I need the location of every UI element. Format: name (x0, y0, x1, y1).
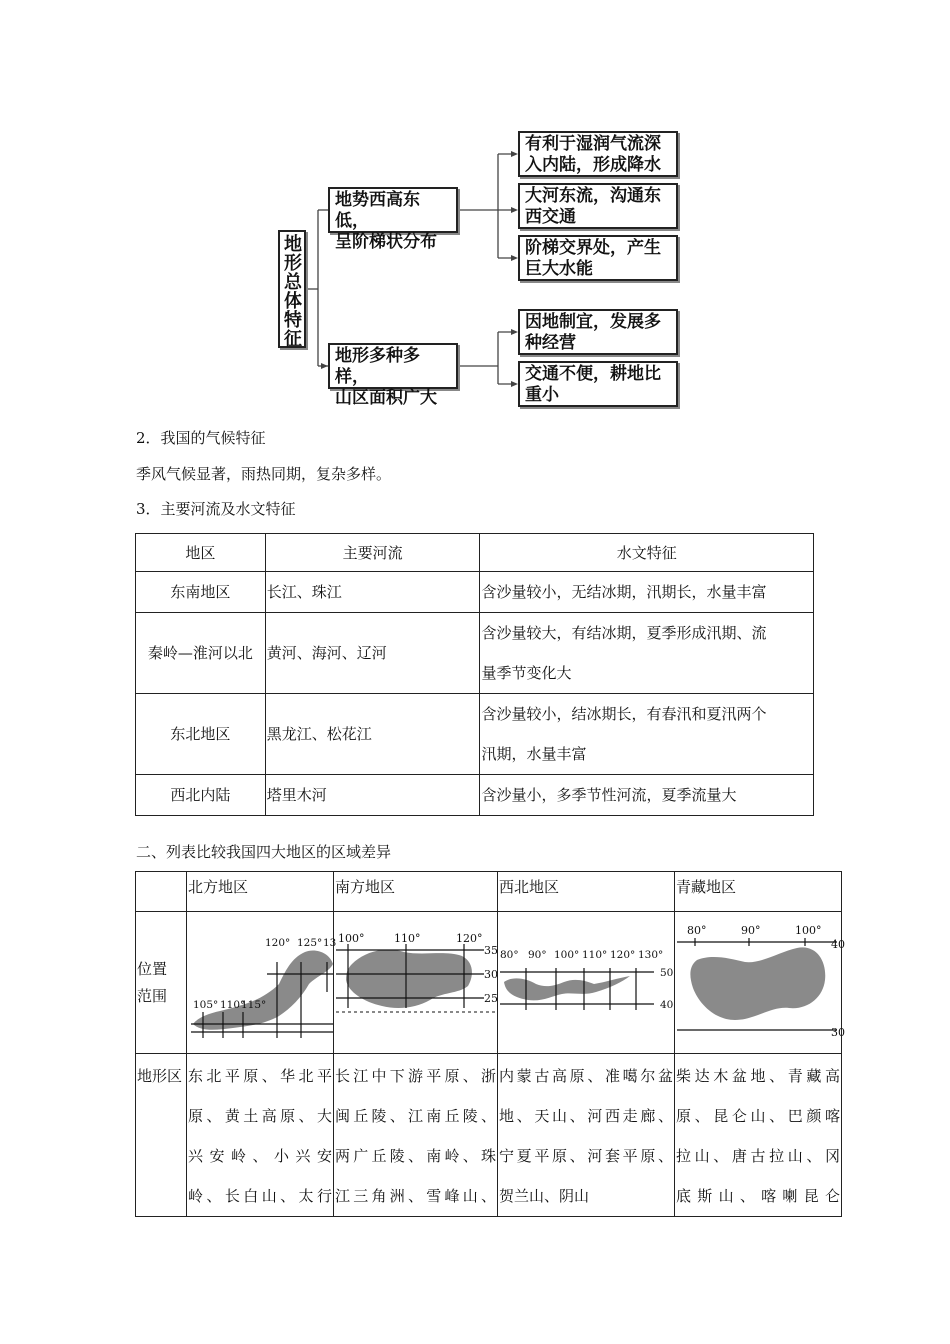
map-label: 30 (484, 968, 498, 981)
table-header: 西北地区 (498, 872, 675, 912)
table-header: 水文特征 (480, 534, 814, 572)
northwest-region-map (498, 912, 675, 1054)
regions-table (135, 871, 845, 1217)
mindmap-branch-elevation (328, 187, 458, 252)
map-label: 100° (338, 932, 365, 945)
terrain-line: 贺兰山、阴山 (499, 1187, 590, 1205)
leaf-line: 因地制宜，发展多 (525, 312, 661, 332)
table-row (136, 613, 814, 694)
terrain-line: 岭、长白山、太行 (188, 1187, 332, 1205)
terrain-line: 东北平原、华北平 (188, 1067, 332, 1085)
terrain-cell-north (187, 1054, 334, 1217)
map-label: 80° (500, 949, 519, 961)
climate-text: 季风气候显著，雨热同期，复杂多样。 (136, 465, 392, 483)
table-header: 地区 (136, 534, 266, 572)
label-line: 范围 (137, 986, 168, 1005)
leaf-line: 大河东流，沟通东 (525, 186, 661, 206)
leaf-line: 巨大水能 (525, 259, 593, 279)
section-heading-climate: 2．我国的气候特征 (136, 429, 266, 447)
mindmap-leaf (518, 183, 678, 229)
map-cell-south (334, 912, 498, 1054)
branch-line: 地形多种多样， (335, 346, 420, 387)
map-label: 120° (610, 949, 636, 961)
branch-line: 呈阶梯状分布 (335, 232, 437, 252)
map-label: 90° (741, 924, 761, 937)
map-label: 100° (795, 924, 822, 937)
terrain-mindmap (270, 125, 690, 415)
table-row (136, 694, 814, 775)
table-row-position (136, 912, 842, 1054)
map-label: 120° (265, 937, 291, 949)
branch-line: 山区面积广大 (335, 388, 437, 408)
table-cell: 东南地区 (136, 572, 266, 613)
map-label: 110° (582, 949, 608, 961)
mindmap-leaf (518, 235, 678, 281)
map-label: 110° (394, 932, 421, 945)
terrain-line: 原、昆仑山、巴颜喀 (676, 1107, 840, 1125)
map-label: 105° (193, 999, 219, 1011)
branch-line: 地势西高东低， (335, 190, 420, 231)
map-label: 13 (323, 937, 337, 949)
table-header-row (136, 872, 842, 912)
terrain-line: 拉山、唐古拉山、冈 (676, 1147, 840, 1165)
map-label: 40 (831, 938, 845, 951)
leaf-line: 交通不便，耕地比 (525, 364, 661, 384)
terrain-cell-northwest (498, 1054, 675, 1217)
leaf-line: 种经营 (525, 333, 576, 353)
map-label: 130° (638, 949, 664, 961)
map-label: 120° (456, 932, 483, 945)
terrain-line: 宁夏平原、河套平原、 (499, 1147, 673, 1165)
map-label: 100° (554, 949, 580, 961)
table-cell (480, 694, 814, 775)
northwest-region-shape (504, 976, 630, 1000)
table-header: 青藏地区 (675, 872, 842, 912)
north-region-map (187, 912, 337, 1054)
table-cell: 塔里木河 (265, 775, 480, 816)
terrain-cell-tibet (675, 1054, 842, 1217)
map-label: 115° (241, 999, 267, 1011)
terrain-line: 内蒙古高原、准噶尔盆 (499, 1067, 673, 1085)
table-header (136, 872, 187, 912)
table-row (136, 572, 814, 613)
map-label: 80° (687, 924, 707, 937)
leaf-line: 重小 (525, 385, 559, 405)
mindmap-root: 地形总体特征 (278, 230, 306, 348)
table-header: 主要河流 (265, 534, 480, 572)
table-cell: 西北内陆 (136, 775, 266, 816)
table-row (136, 775, 814, 816)
table-cell (480, 775, 814, 816)
map-label: 110° (220, 999, 246, 1011)
north-region-shape (193, 951, 333, 1030)
terrain-line: 柴达木盆地、青藏高 (676, 1067, 840, 1085)
map-label: 125° (297, 937, 323, 949)
row-label (136, 912, 187, 1054)
leaf-line: 入内陆，形成降水 (525, 155, 661, 175)
mindmap-leaf (518, 361, 678, 407)
map-label: 40 (660, 999, 674, 1011)
hydro-line: 含沙量较大，有结冰期，夏季形成汛期、流 (481, 624, 767, 642)
mindmap-branch-diversity (328, 343, 458, 408)
mindmap-leaf (518, 131, 678, 177)
terrain-line: 长江中下游平原、浙 (335, 1067, 496, 1085)
tibet-region-map (675, 912, 845, 1054)
terrain-line: 闽丘陵、江南丘陵、 (335, 1107, 496, 1125)
map-cell-tibet (675, 912, 845, 1054)
map-label: 30 (831, 1026, 845, 1039)
hydro-line: 含沙量较小，结冰期长，有春汛和夏汛两个 (481, 705, 767, 723)
part2-heading: 二、列表比较我国四大地区的区域差异 (136, 843, 392, 861)
terrain-line: 底斯山、喀喇昆仑 (676, 1187, 840, 1205)
table-cell: 长江、珠江 (265, 572, 480, 613)
map-label: 35 (484, 944, 498, 957)
table-header-row (136, 534, 814, 572)
label-line: 位置 (137, 959, 168, 978)
table-cell: 黑龙江、松花江 (265, 694, 480, 775)
table-header: 南方地区 (334, 872, 498, 912)
south-region-map (334, 912, 498, 1054)
south-region-shape (346, 950, 472, 1008)
terrain-line: 两广丘陵、南岭、珠 (335, 1147, 496, 1165)
leaf-line: 有利于湿润气流深 (525, 134, 661, 154)
row-label: 地形区 (136, 1054, 187, 1217)
terrain-line: 地、天山、河西走廊、 (499, 1107, 673, 1125)
leaf-line: 阶梯交界处，产生 (525, 238, 661, 258)
hydro-line: 量季节变化大 (481, 664, 572, 682)
tibet-region-shape (690, 947, 825, 1020)
table-cell: 黄河、海河、辽河 (265, 613, 480, 694)
section-heading-rivers: 3．主要河流及水文特征 (136, 500, 296, 518)
terrain-line: 江三角洲、雪峰山、 (335, 1187, 496, 1205)
table-cell (480, 572, 814, 613)
rivers-table (135, 533, 814, 816)
terrain-cell-south (334, 1054, 498, 1217)
table-cell: 秦岭—淮河以北 (136, 613, 266, 694)
map-label: 50 (660, 967, 674, 979)
map-cell-northwest (498, 912, 675, 1054)
hydro-line: 含沙量小，多季节性河流，夏季流量大 (481, 786, 737, 804)
terrain-line: 兴安岭、小兴安 (188, 1147, 332, 1165)
table-row-terrain (136, 1054, 842, 1217)
map-label: 25 (484, 992, 498, 1005)
table-cell: 东北地区 (136, 694, 266, 775)
leaf-line: 西交通 (525, 207, 576, 227)
terrain-line: 原、黄土高原、大 (188, 1107, 332, 1125)
hydro-line: 含沙量较小，无结冰期，汛期长，水量丰富 (481, 583, 767, 601)
map-label: 90° (528, 949, 547, 961)
table-cell (480, 613, 814, 694)
table-header: 北方地区 (187, 872, 334, 912)
hydro-line: 汛期，水量丰富 (481, 745, 587, 763)
map-cell-north (187, 912, 337, 1054)
mindmap-leaf (518, 309, 678, 355)
